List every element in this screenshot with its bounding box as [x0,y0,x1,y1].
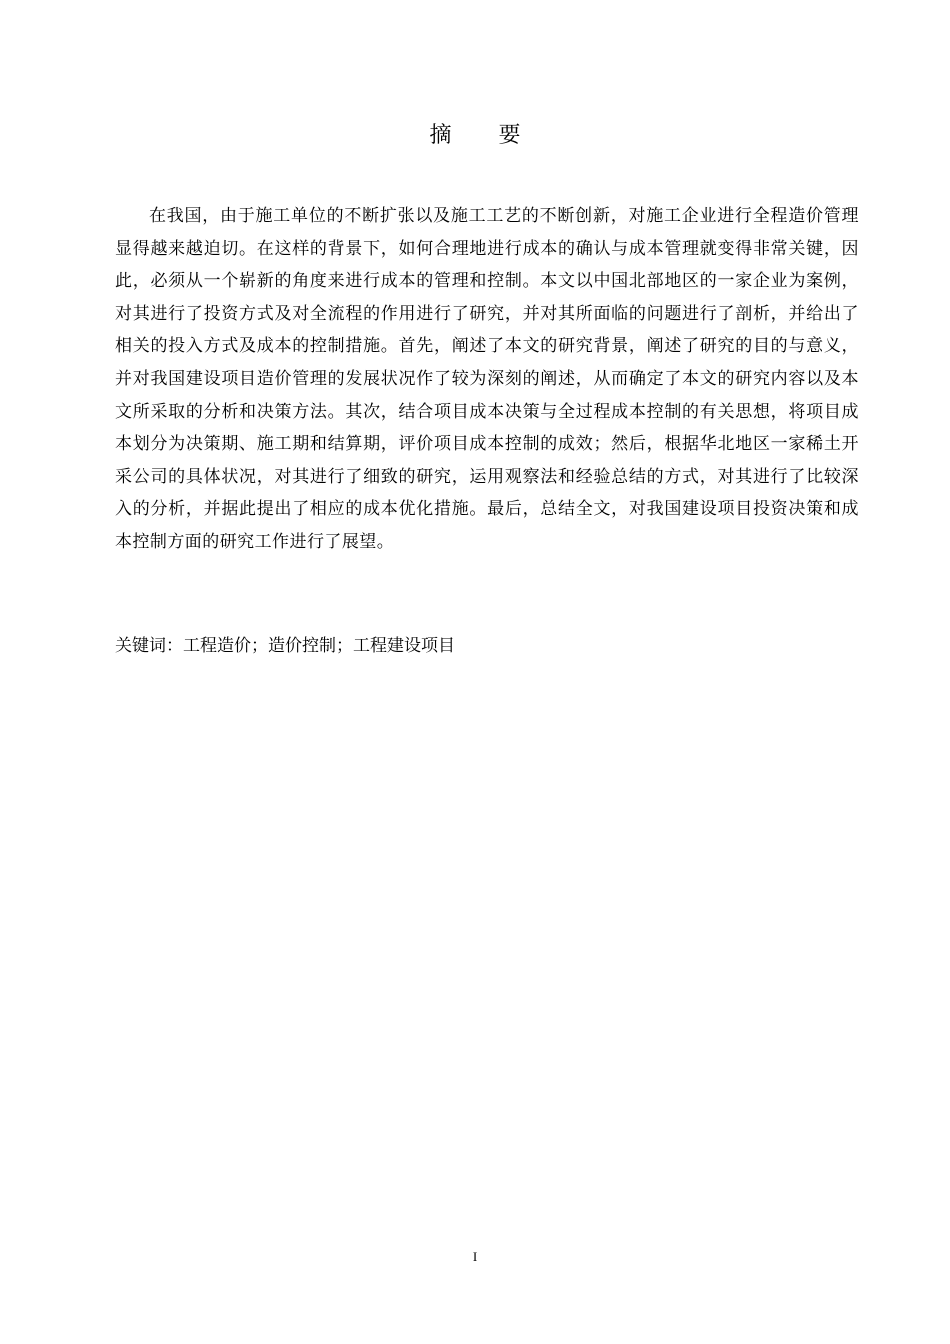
page-number: I [472,1249,478,1264]
abstract-title: 摘 要 [429,123,541,148]
keywords-text: 工程造价；造价控制；工程建设项目 [183,636,455,656]
abstract-paragraph: 在我国，由于施工单位的不断扩张以及施工工艺的不断创新，对施工企业进行全程造价管理显得越来越迫切。在这样的背景下，如何合理地进行成本的确认与成本管理就变得非常关键，因此，必须从一个崭新的角度来进行成本的管理和控制。本文以中国北部地区的一家企业为案例，对其进行了投资方式及对全流程的作用进行了研究，并对其所面临的问题进行了剖析，并给出了相关的投入方式及成本的控制措施。首先，阐述了本文的研究背景，阐述了研究的目的与意义，并对我国建设项目造价管理的发展状况作了较为深刻的阐述，从而确定了本文的研究内容以及本文所采取的分析和决策方法。其次，结合项目成本决策与全过程成本控制的有关思想，将项目成本划分为决策期、施工期和结算期，评价项目成本控制的成效；然后，根据华北地区一家稀土开采公司的具体状况，对其进行了细致的研究，运用观察法和经验总结的方式，对其进行了比较深入的分析，并据此提出了相应的成本优化措施。最后，总结全文，对我国建设项目投资决策和成本控制方面的研究工作进行了展望。 [115,206,859,552]
keywords-label: 关键词： [115,636,183,656]
keywords-line [115,631,859,661]
